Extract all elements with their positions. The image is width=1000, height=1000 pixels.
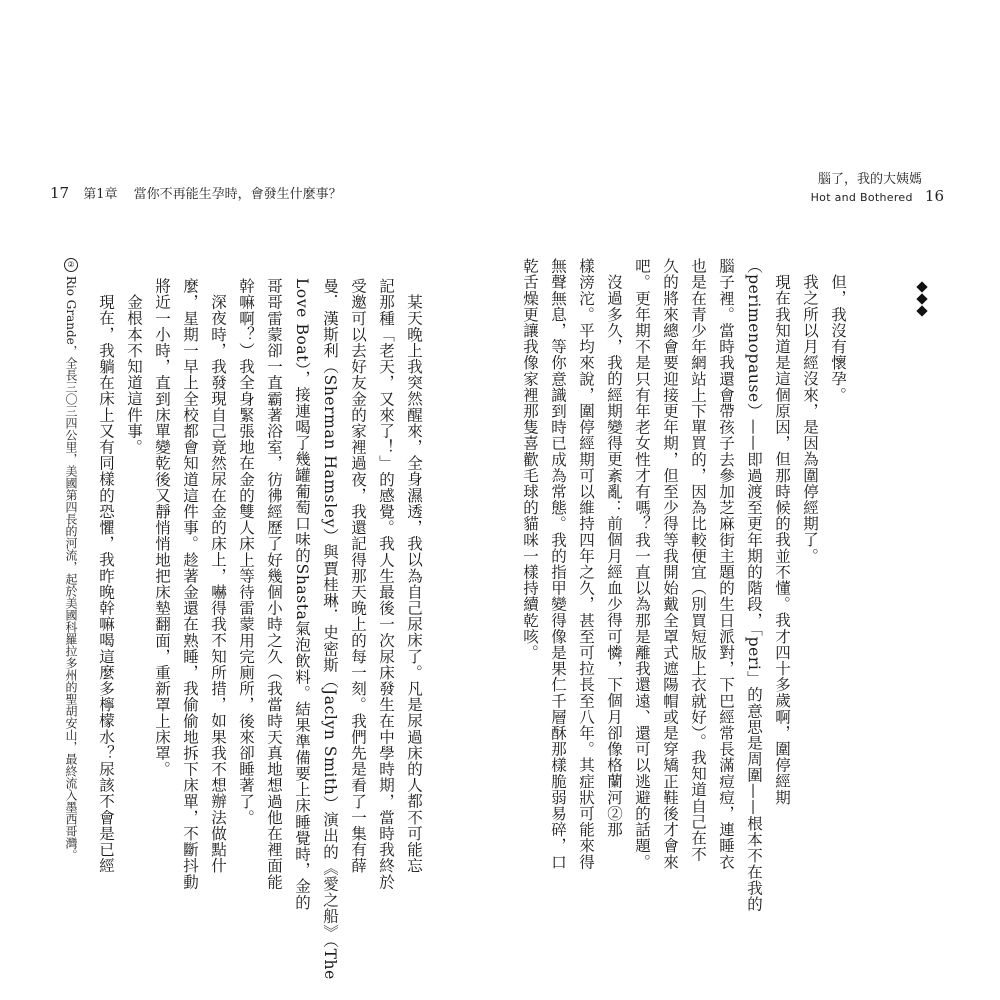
left-page-number: 17 — [50, 184, 70, 202]
body-line: 某天晚上我突然醒來，全身濕透，我以為自己尿床了。凡是尿過床的人都不可能忘 — [405, 293, 423, 874]
footnote-marker: ② — [64, 258, 78, 272]
body-line: 腦子裡。當時我還會帶孩子去參加芝麻街主題的生日派對，下巴經常長滿痘痘，連睡衣 — [717, 258, 735, 870]
diamond-icon — [916, 281, 927, 292]
body-line: （perimenopause）——即過渡至更年期的階段，「peri」的意思是周圍——根本不在我的 — [745, 258, 763, 912]
body-line: 金根本不知道這件事。 — [125, 293, 143, 455]
diamond-icon — [916, 293, 927, 304]
body-line: 沒過多久，我的經期變得更紊亂：前個月經血少得可憐，下個月卻像格蘭河②那 — [605, 273, 623, 837]
body-line: 也是在青少年網站上下單買的，因為比較便宜（別買短版上衣就好）。我知道自己在不 — [689, 258, 707, 863]
body-line: 但，我沒有懷孕。 — [829, 273, 847, 403]
body-line: 吧。更年期不是只有年老女性才有嗎？我一直以為那是離我還遠、還可以逃避的話題。 — [633, 258, 651, 870]
body-line: 深夜時，我發現自己竟然尿在金的床上，嚇得我不知所措，如果我不想辦法做點什 — [209, 293, 227, 874]
body-line: 麼，星期一早上全校都會知道這件事。趁著金還在熟睡，我偷偷地拆下床單，不斷抖動 — [181, 278, 199, 890]
body-line: 現在我知道是這個原因，但那時候的我並不懂。我才四十多歲啊，圍停經期 — [773, 273, 791, 805]
body-line: 將近一小時，直到床單變乾後又靜悄悄地把床墊翻面，重新罩上床罩。 — [153, 278, 171, 778]
body-line: Love Boat），接連喝了幾罐葡萄口味的Shasta氣泡飲料。結果準備要上床睡覺時，金的 — [293, 278, 311, 911]
chapter-title: 當你不再能生孕時，會發生什麼事？ — [133, 187, 342, 202]
body-line: 幹嘛啊？）我全身緊張地在金的雙人床上等待雷蒙用完廁所，後來卻睡著了。 — [237, 278, 255, 826]
body-line: 受邀可以去好友金的家裡過夜，我還記得那天晚上的每一刻。我們先是看了一集有薛 — [349, 278, 367, 874]
left-page-header — [50, 185, 342, 203]
diamond-icon — [916, 305, 927, 316]
body-line: 樣滂沱。平均來說，圍停經期可以維持四年之久，甚至可拉長至八年。其症狀可能來得 — [577, 258, 595, 870]
body-line: 我之所以月經沒來，是因為圍停經期了。 — [801, 273, 819, 564]
footnote — [62, 258, 80, 861]
body-line: 現在，我躺在床上又有同樣的恐懼，我昨晚幹嘛喝這麼多檸檬水？尿該不會是已經 — [97, 293, 115, 874]
body-line: 久的將來總會要迎接更年期，但至少得等我開始戴全罩式遮陽帽或是穿矯正鞋後才會來 — [661, 258, 679, 870]
book-title-zh: 腦了，我的大姨媽 — [817, 172, 922, 187]
body-line: 哥哥雷蒙卻一直霸著浴室，彷彿經歷了好幾個小時之久（我當時天真地想過他在裡面能 — [265, 278, 283, 890]
body-line: 記那種「老天，又來了！」的感覺。我人生最後一次尿床發生在中學時期，當時我終於 — [377, 278, 395, 890]
right-page-body — [516, 258, 852, 912]
left-page-body — [92, 278, 428, 980]
body-line: 乾舌燥更讓我像家裡那隻喜歡毛球的貓咪一樣持續乾咳。 — [521, 258, 539, 661]
section-ornament — [916, 283, 928, 315]
body-line: 曼．漢斯利（Sherman Hamsley）與賈桂琳．史密斯（Jaclyn Smith）演出的《愛之船》（The — [321, 278, 339, 980]
chapter-label: 第1章 — [83, 187, 118, 202]
body-line: 無聲無息，等你意識到時已成為常態。我的指甲變得像是果仁千層酥那樣脆弱易碎，口 — [549, 258, 567, 870]
footnote-text: Rio Grande，全長三〇三四公里，美國第四長的河流，起於美國科羅拉多州的聖胡安山，最終流入墨西哥灣。 — [64, 275, 78, 861]
book-title-en: Hot and Bothered — [810, 191, 913, 204]
right-page-header — [811, 172, 944, 206]
right-page-number: 16 — [924, 187, 944, 205]
